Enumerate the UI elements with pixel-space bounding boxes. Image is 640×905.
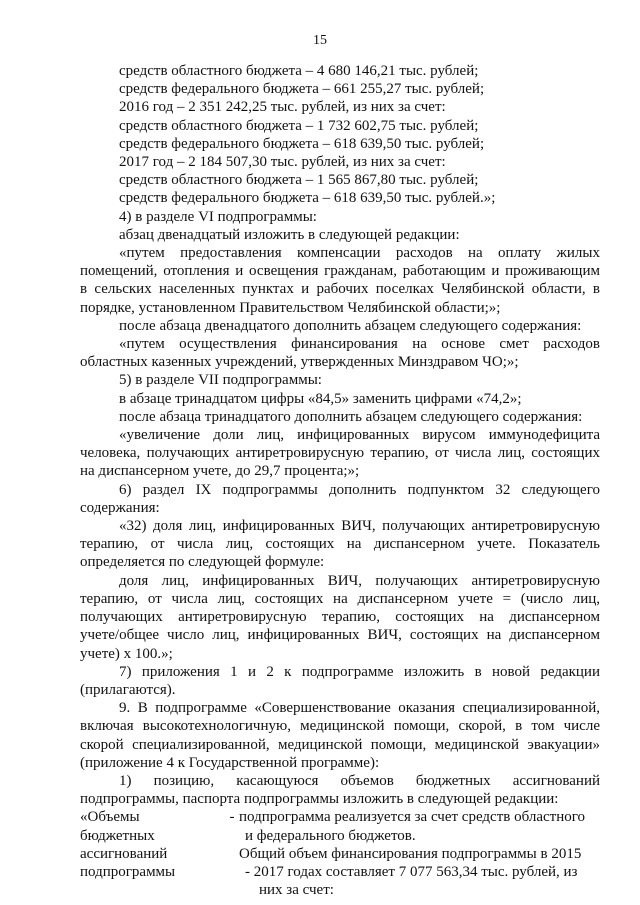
- table-value: и федерального бюджетов.: [245, 827, 416, 844]
- text-line: средств областного бюджета – 4 680 146,21 тыс. рублей;: [119, 63, 479, 79]
- text-line: человека, получающих антиретровирусную терапию, от числа лиц, состоящих: [80, 445, 600, 462]
- paragraph-appendices: [80, 663, 600, 699]
- text-line: 7) приложения 1 и 2 к подпрограмме изложить в новой редакции: [119, 663, 600, 680]
- table-value: Общий объем финансирования подпрограммы в 2015: [239, 845, 582, 862]
- text-line: на диспансерном учете, до 29,7 процента;»;: [80, 463, 360, 480]
- paragraph-item32: [80, 517, 600, 572]
- text-line: порядке, установленном Правительством Челябинской области;»;: [80, 299, 501, 316]
- text-line: областных казенных учреждений, утвержденных Минздравом ЧО;»;: [80, 354, 519, 371]
- passport-table: [80, 808, 600, 899]
- text-line: учете) х 100.»;: [80, 645, 173, 662]
- text-line: «путем осуществления финансирования на основе смет расходов: [119, 336, 600, 353]
- text-line: «увеличение доли лиц, инфицированных вирусом иммунодефицита: [119, 427, 600, 444]
- text-line: в сельских населенных пунктах и рабочих поселках Челябинской области, в: [80, 281, 600, 298]
- table-label: ассигнований: [80, 845, 168, 862]
- table-label: бюджетных: [80, 827, 155, 844]
- page-number: 15: [313, 33, 327, 48]
- table-value: них за счет:: [259, 882, 334, 899]
- text-line: 2016 год – 2 351 242,25 тыс. рублей, из них за счет:: [119, 99, 446, 116]
- paragraph-financing: [80, 335, 600, 371]
- text-line: в абзаце тринадцатом цифры «84,5» заменить цифрами «74,2»;: [119, 390, 522, 407]
- table-label: подпрограммы: [80, 863, 176, 880]
- budget-lines: [80, 62, 600, 244]
- text-line: средств областного бюджета – 1 565 867,80 тыс. рублей;: [119, 172, 479, 189]
- text-line: средств федерального бюджета – 661 255,27 тыс. рублей;: [119, 81, 485, 98]
- text-line: скорой специализированной, медицинской помощи, медицинской эвакуации»: [80, 736, 600, 753]
- text-line: «путем предоставления компенсации расходов на оплату жилых: [119, 245, 600, 262]
- text-line: учете/общее число лиц, инфицированных ВИЧ, состоящих на диспансерном: [80, 627, 600, 644]
- text-line: «32) доля лиц, инфицированных ВИЧ, получающих антиретровирусную: [119, 518, 600, 535]
- text-line: включая высокотехнологичную, медицинской помощи, скорой, в том числе: [80, 718, 600, 735]
- paragraph-compensation: [80, 244, 600, 317]
- paragraph-section9: [80, 481, 600, 517]
- text-line: (прилагаются).: [80, 681, 176, 698]
- text-line: 5) в разделе VII подпрограммы:: [119, 372, 322, 389]
- text-line: помещений, отопления и освещения гражданам, работающим и проживающим: [80, 263, 600, 280]
- text-line: подпрограммы, паспорта подпрограммы изложить в следующей редакции:: [80, 791, 559, 808]
- text-line: содержания:: [80, 499, 160, 516]
- text-line: терапию, от числа лиц, состоящих на диспансерном учете = (число лиц,: [80, 590, 600, 607]
- text-line: после абзаца двенадцатого дополнить абзацем следующего содержания:: [119, 317, 582, 334]
- paragraph-formula: [80, 572, 600, 663]
- table-label: «Объемы: [80, 809, 140, 826]
- text-line: средств федерального бюджета – 618 639,50 тыс. рублей;: [119, 135, 485, 152]
- paragraph-position: [80, 772, 600, 808]
- text-line: 2017 год – 2 184 507,30 тыс. рублей, из них за счет:: [119, 154, 446, 171]
- text-line: определяется по следующей формуле:: [80, 554, 325, 571]
- text-line: средств областного бюджета – 1 732 602,75 тыс. рублей;: [119, 117, 479, 134]
- text-line: абзац двенадцатый изложить в следующей редакции:: [119, 226, 460, 243]
- text-line: после абзаца тринадцатого дополнить абзацем следующего содержания:: [119, 408, 583, 425]
- table-value: - 2017 годах составляет 7 077 563,34 тыс. рублей, из: [245, 863, 578, 880]
- text-line: 9. В подпрограмме «Совершенствование оказания специализированной,: [119, 700, 600, 717]
- text-line: средств федерального бюджета – 618 639,50 тыс. рублей.»;: [119, 190, 496, 207]
- text-line: 1) позицию, касающуюся объемов бюджетных ассигнований: [119, 772, 600, 789]
- text-line: терапию, от числа лиц, состоящих на диспансерном учете. Показатель: [80, 536, 600, 553]
- text-line: 4) в разделе VI подпрограммы:: [119, 208, 317, 225]
- text-line: 6) раздел IX подпрограммы дополнить подпунктом 32 следующего: [119, 481, 600, 498]
- table-dash: -: [229, 809, 235, 826]
- text-line: доля лиц, инфицированных ВИЧ, получающих антиретровирусную: [119, 572, 600, 589]
- paragraph-hiv-increase: [80, 426, 600, 481]
- paragraph-subprogram-9: [80, 699, 600, 772]
- document-body: [80, 62, 600, 899]
- table-value: подпрограмма реализуется за счет средств областного: [239, 809, 586, 826]
- text-line: получающих антиретровирусную терапию, состоящих на диспансерном: [80, 609, 600, 626]
- passport-value-column: [239, 808, 600, 899]
- text-line: (приложение 4 к Государственной программе):: [80, 754, 380, 771]
- passport-label-column: [80, 808, 225, 899]
